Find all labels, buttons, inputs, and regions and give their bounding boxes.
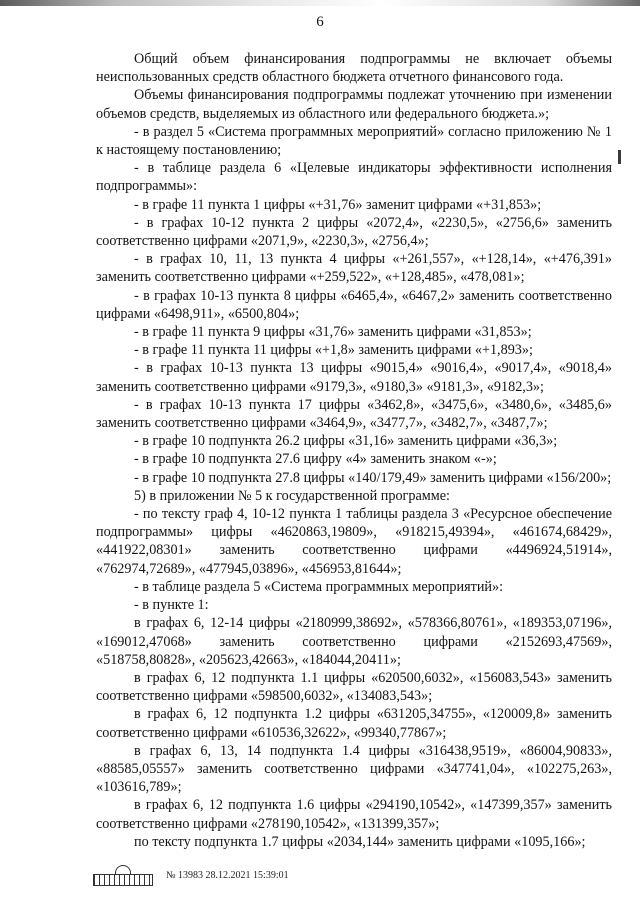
paragraph: 5) в приложении № 5 к государственной программе: xyxy=(134,487,450,504)
document-datetime: 28.12.2021 15:39:01 xyxy=(205,869,289,881)
paragraph: - в графах 10-13 пункта 13 цифры «9015,4» «9016,4», «9017,4», «9018,4» заменить соответственно цифрами «9179,3», «9180,3» «9181,3», «9182,3»; xyxy=(96,360,612,395)
document-number: 13983 xyxy=(178,869,204,881)
page-number: 6 xyxy=(316,14,324,30)
paragraph: - в графах 10, 11, 13 пункта 4 цифры «+261,557», «+128,14», «+476,391» заменить соответственно цифрами «+259,522», «+128,485», «478,081»; xyxy=(96,251,612,286)
registry-logo-icon xyxy=(94,865,152,886)
paragraph: - в графе 11 пункта 9 цифры «31,76» заменить цифрами «31,853»; xyxy=(134,324,532,341)
paragraph: в графах 6, 12 подпункта 1.2 цифры «631205,34755», «120009,8» заменить соответственно цифрами «610536,32622», «99340,77867»; xyxy=(96,706,612,741)
paragraph: - по тексту граф 4, 10-12 пункта 1 таблицы раздела 3 «Ресурсное обеспечение подпрограммы» цифры «4620863,19809», «918215,49394», «461674,68429», «441922,08301» заменить соответственно цифрами «4496924,51914», «762974,72689», «477945,03896», «456953,81644»; xyxy=(96,506,612,577)
paragraph: по тексту подпункта 1.7 цифры «2034,144» заменить цифрами «1095,166»; xyxy=(134,833,586,850)
paragraph: Общий объем финансирования подпрограммы не включает объемы неиспользованных средств областного бюджета отчетного финансового года. xyxy=(96,51,612,86)
paragraph: - в графе 11 пункта 1 цифры «+31,76» заменит цифрами «+31,853»; xyxy=(134,196,542,213)
paragraph: - в таблице раздела 5 «Система программных мероприятий»: xyxy=(134,578,504,595)
document-body xyxy=(96,50,612,851)
paragraph: - в графах 10-13 пункта 8 цифры «6465,4», «6467,2» заменить соответственно цифрами «6498,911», «6500,804»; xyxy=(96,287,612,322)
paragraph: в графах 6, 12-14 цифры «2180999,38692», «578366,80761», «189353,07196», «169012,47068» заменить соответственно цифрами «2152693,47569», «518758,80828», «205623,42663», «184044,20411»; xyxy=(96,615,612,668)
paragraph: в графах 6, 13, 14 подпункта 1.4 цифры «316438,9519», «86004,90833», «88585,05557» заменить соответственно цифрами «347741,04», «102275,263», «103616,789»; xyxy=(96,742,612,796)
paragraph: - в графе 10 подпункта 27.6 цифру «4» заменить знаком «-»; xyxy=(134,451,497,468)
paragraph: в графах 6, 12 подпункта 1.1 цифры «620500,6032», «156083,543» заменить соответственно цифрами «598500,6032», «134083,543»; xyxy=(96,669,612,705)
paragraph: - в графах 10-12 пункта 2 цифры «2072,4», «2230,5», «2756,6» заменить соответственно цифрами «2071,9», «2230,3», «2756,4»; xyxy=(96,214,612,250)
document-footer xyxy=(94,862,289,888)
footer-stamp: № 13983 28.12.2021 15:39:01 xyxy=(166,869,289,881)
paragraph: - в таблице раздела 6 «Целевые индикаторы эффективности исполнения подпрограммы»: xyxy=(96,160,612,195)
paragraph: - в графах 10-13 пункта 17 цифры «3462,8», «3475,6», «3480,6», «3485,6» заменить соответственно цифрами «3464,9», «3477,7», «3482,7», «3487,7»; xyxy=(96,396,612,432)
paragraph: - в графе 10 подпункта 26.2 цифры «31,16» заменить цифрами «36,3»; xyxy=(134,433,558,450)
paragraph: - в графе 11 пункта 11 цифры «+1,8» заменить цифрами «+1,893»; xyxy=(134,342,533,359)
paragraph: - в графе 10 подпункта 27.8 цифры «140/179,49» заменить цифрами «156/200»; xyxy=(134,469,612,486)
paragraph: - в пункте 1: xyxy=(134,597,209,614)
margin-mark xyxy=(618,150,621,164)
paragraph: в графах 6, 12 подпункта 1.6 цифры «294190,10542», «147399,357» заменить соответственно цифрами «278190,10542», «131399,357»; xyxy=(96,797,612,832)
paragraph: - в раздел 5 «Система программных мероприятий» согласно приложению № 1 к настоящему постановлению; xyxy=(96,123,612,159)
paragraph: Объемы финансирования подпрограммы подлежат уточнению при изменении объемов средств, выделяемых из областного или федерального бюджета.»; xyxy=(96,87,612,122)
scan-edge-shadow xyxy=(0,0,640,6)
